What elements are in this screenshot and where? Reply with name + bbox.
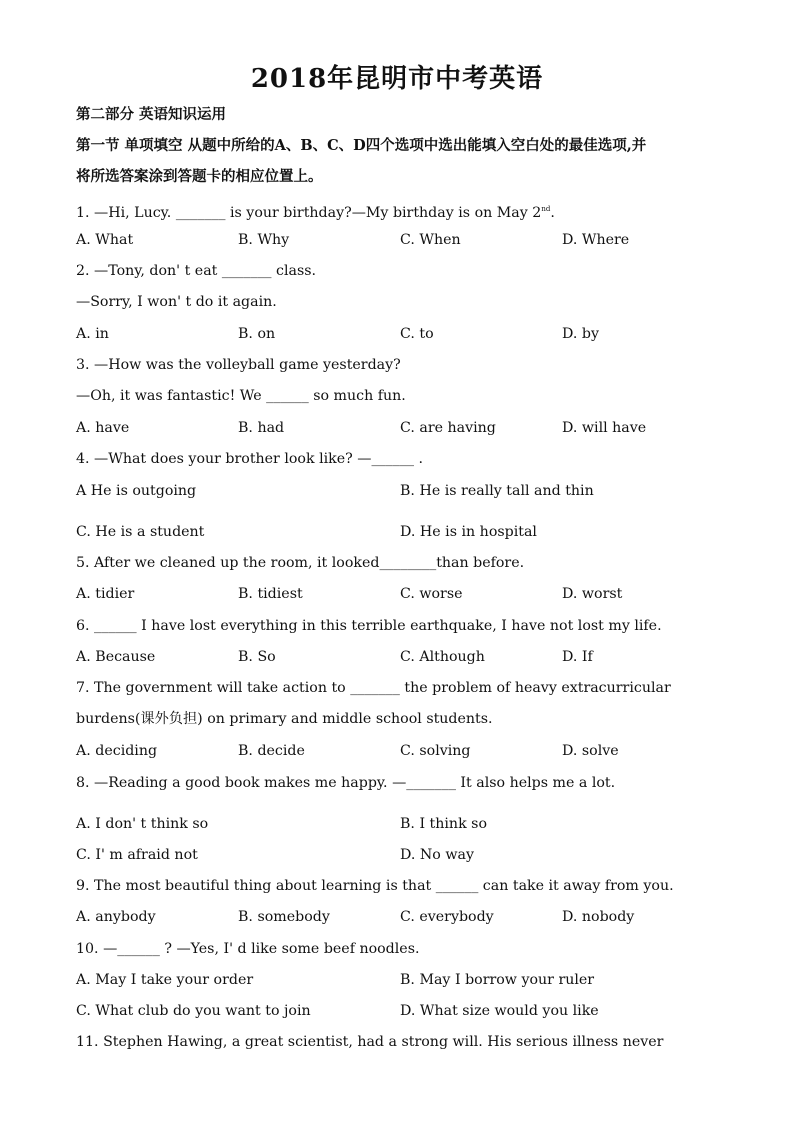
question-10-option-c: C. What club do you want to join xyxy=(76,1003,311,1019)
question-3-option-c: C. are having xyxy=(400,420,496,436)
question-8-option-b: B. I think so xyxy=(400,816,488,832)
question-7-option-b: B. decide xyxy=(238,743,305,759)
question-4-option-d: D. He is in hospital xyxy=(400,524,537,540)
question-6-stem: 6. ______ I have lost everything in this terrible earthquake, I have not lost my life. xyxy=(76,618,662,634)
question-8-stem: 8. —Reading a good book makes me happy. —_______ It also helps me a lot. xyxy=(76,775,616,791)
part-heading: 第二部分 英语知识运用 xyxy=(76,106,227,123)
question-7-option-c: C. solving xyxy=(400,743,471,759)
question-9-option-c: C. everybody xyxy=(400,909,494,925)
question-1-stem xyxy=(76,200,555,222)
question-7-stem-line2: burdens(课外负担) on primary and middle school students. xyxy=(76,711,493,727)
question-5-stem: 5. After we cleaned up the room, it looked________than before. xyxy=(76,555,525,571)
question-5-option-a: A. tidier xyxy=(76,586,135,602)
question-5-option-c: C. worse xyxy=(400,586,463,602)
question-10-stem: 10. —______ ? —Yes, I' d like some beef noodles. xyxy=(76,941,420,957)
question-5-option-d: D. worst xyxy=(562,586,623,602)
question-8-option-d: D. No way xyxy=(400,847,474,863)
question-6-option-c: C. Although xyxy=(400,649,485,665)
question-2-option-c: C. to xyxy=(400,326,434,342)
question-3-stem-line2: —Oh, it was fantastic! We ______ so much fun. xyxy=(76,388,406,404)
page-title: 2018年昆明市中考英语 xyxy=(250,64,544,94)
question-7-stem-line1: 7. The government will take action to _______ the problem of heavy extracurricular xyxy=(76,680,671,696)
question-9-stem: 9. The most beautiful thing about learning is that ______ can take it away from you. xyxy=(76,878,674,894)
question-5-option-b: B. tidiest xyxy=(238,586,303,602)
question-7-option-a: A. deciding xyxy=(76,743,158,759)
question-3-option-b: B. had xyxy=(238,420,285,436)
question-8-option-a: A. I don' t think so xyxy=(76,816,209,832)
question-1-option-d: D. Where xyxy=(562,232,630,248)
question-4-option-a: A He is outgoing xyxy=(76,483,197,499)
question-10-option-d: D. What size would you like xyxy=(400,1003,599,1019)
section-instruction-line2: 将所选答案涂到答题卡的相应位置上。 xyxy=(76,168,323,185)
question-1-option-a: A. What xyxy=(76,232,134,248)
question-1-superscript: nd xyxy=(541,205,551,213)
question-9-option-a: A. anybody xyxy=(76,909,156,925)
question-10-option-b: B. May I borrow your ruler xyxy=(400,972,595,988)
question-3-stem-line1: 3. —How was the volleyball game yesterday? xyxy=(76,357,401,373)
question-1-end: . xyxy=(550,205,555,221)
question-3-option-d: D. will have xyxy=(562,420,647,436)
question-1-option-b: B. Why xyxy=(238,232,290,248)
question-10-option-a: A. May I take your order xyxy=(76,972,254,988)
question-2-option-d: D. by xyxy=(562,326,599,342)
section-instruction-line1: 第一节 单项填空 从题中所给的A、B、C、D四个选项中选出能填入空白处的最佳选项,并 xyxy=(76,137,647,154)
question-9-option-d: D. nobody xyxy=(562,909,635,925)
question-6-option-a: A. Because xyxy=(76,649,156,665)
question-1-option-c: C. When xyxy=(400,232,461,248)
question-4-stem: 4. —What does your brother look like? —______ . xyxy=(76,451,424,467)
question-7-option-d: D. solve xyxy=(562,743,619,759)
question-4-option-b: B. He is really tall and thin xyxy=(400,483,594,499)
question-2-stem-line1: 2. —Tony, don' t eat _______ class. xyxy=(76,263,317,279)
question-6-option-d: D. If xyxy=(562,649,593,665)
question-1-text: 1. —Hi, Lucy. _______ is your birthday?—My birthday is on May 2 xyxy=(76,205,542,221)
question-11-stem: 11. Stephen Hawing, a great scientist, had a strong will. His serious illness never xyxy=(76,1034,664,1050)
question-3-option-a: A. have xyxy=(76,420,130,436)
question-8-option-c: C. I' m afraid not xyxy=(76,847,198,863)
question-4-option-c: C. He is a student xyxy=(76,524,205,540)
question-6-option-b: B. So xyxy=(238,649,276,665)
question-2-stem-line2: —Sorry, I won' t do it again. xyxy=(76,294,277,310)
question-2-option-b: B. on xyxy=(238,326,276,342)
question-2-option-a: A. in xyxy=(76,326,109,342)
question-9-option-b: B. somebody xyxy=(238,909,330,925)
